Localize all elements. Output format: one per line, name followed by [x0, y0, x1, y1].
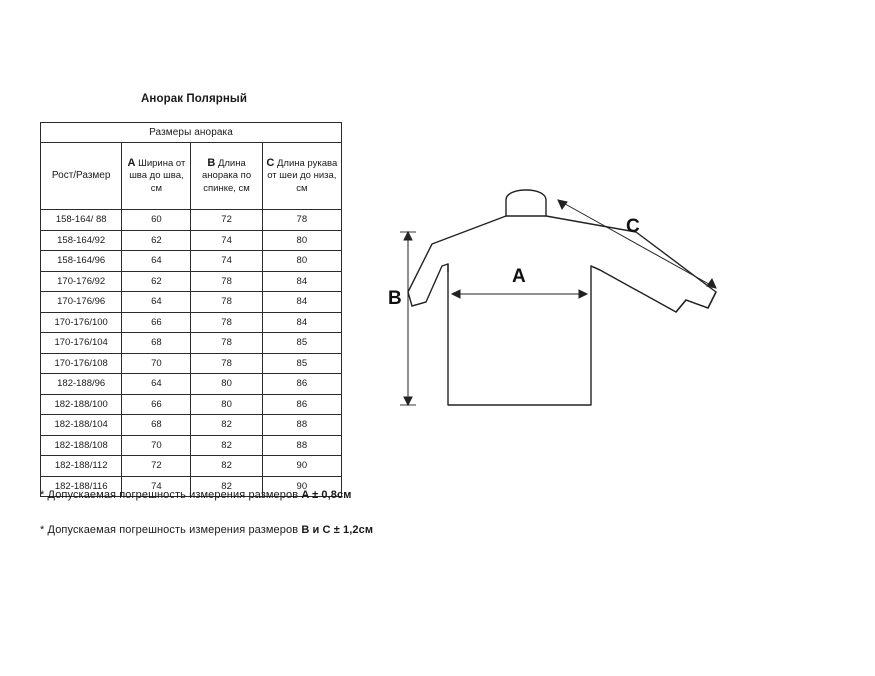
- table-caption-row: [41, 123, 342, 143]
- cell-a: 62: [122, 230, 191, 251]
- cell-a: 64: [122, 292, 191, 313]
- dimension-c-label: C: [626, 216, 640, 237]
- dimension-a-label: A: [512, 266, 526, 287]
- cell-size: 182-188/96: [41, 374, 122, 395]
- cell-a: 60: [122, 210, 191, 231]
- tolerance-note-bc-prefix: * Допускаемая погрешность измерения размеров: [40, 524, 302, 536]
- cell-c: 78: [262, 210, 341, 231]
- size-table: [40, 122, 342, 497]
- table-row: [41, 353, 342, 374]
- table-row: [41, 394, 342, 415]
- header-b-text: Длина анорака по спинке, см: [202, 157, 252, 194]
- table-row: [41, 271, 342, 292]
- right-cuff-band: [686, 300, 708, 308]
- tolerance-note-bc-value: B и C ± 1,2см: [301, 524, 374, 536]
- cell-c: 90: [262, 476, 341, 497]
- body-and-sleeves: [408, 216, 716, 405]
- dimension-b-line: [400, 232, 416, 405]
- tolerance-note-a: [40, 489, 351, 501]
- cell-a: 70: [122, 435, 191, 456]
- table-row: [41, 230, 342, 251]
- cell-a: 68: [122, 415, 191, 436]
- header-c-text: Длина рукава от шеи до низа, см: [267, 157, 338, 194]
- cell-c: 88: [262, 415, 341, 436]
- tolerance-note-a-prefix: * Допускаемая погрешность измерения размеров: [40, 489, 302, 501]
- cell-size: 170-176/100: [41, 312, 122, 333]
- cell-c: 85: [262, 333, 341, 354]
- cell-b: 82: [191, 456, 262, 477]
- cell-b: 78: [191, 353, 262, 374]
- cell-c: 85: [262, 353, 341, 374]
- cell-a: 64: [122, 374, 191, 395]
- cell-size: 170-176/96: [41, 292, 122, 313]
- garment-outline: [408, 190, 716, 405]
- cell-b: 78: [191, 271, 262, 292]
- tolerance-note-bc: [40, 524, 373, 536]
- right-shoulder-seam: [591, 266, 600, 270]
- cell-b: 74: [191, 251, 262, 272]
- header-c-letter: C: [266, 156, 275, 169]
- cell-size: 170-176/92: [41, 271, 122, 292]
- table-row: [41, 435, 342, 456]
- table-header-row: [41, 143, 342, 210]
- cell-c: 88: [262, 435, 341, 456]
- cell-b: 82: [191, 476, 262, 497]
- table-row: [41, 374, 342, 395]
- anorak-diagram-svg: [386, 160, 746, 425]
- cell-b: 72: [191, 210, 262, 231]
- dimension-a-line: [452, 290, 587, 298]
- cell-c: 80: [262, 230, 341, 251]
- header-measure-b: [191, 143, 262, 210]
- table-row: [41, 292, 342, 313]
- cell-a: 70: [122, 353, 191, 374]
- cell-size: 170-176/104: [41, 333, 122, 354]
- cell-c: 84: [262, 292, 341, 313]
- cell-size: 158-164/ 88: [41, 210, 122, 231]
- header-measure-a: [122, 143, 191, 210]
- cell-a: 64: [122, 251, 191, 272]
- cell-c: 86: [262, 374, 341, 395]
- cell-c: 84: [262, 312, 341, 333]
- anorak-diagram: [386, 160, 746, 425]
- cell-size: 158-164/96: [41, 251, 122, 272]
- table-row: [41, 333, 342, 354]
- header-b-letter: B: [207, 156, 216, 169]
- cell-a: 66: [122, 394, 191, 415]
- cell-c: 90: [262, 456, 341, 477]
- header-a-letter: A: [127, 156, 136, 169]
- cell-a: 66: [122, 312, 191, 333]
- cell-a: 72: [122, 456, 191, 477]
- cell-a: 74: [122, 476, 191, 497]
- dimension-c-line: [558, 200, 716, 288]
- dimension-b-label: B: [388, 288, 402, 309]
- right-cuff-edge: [708, 292, 716, 308]
- cell-b: 82: [191, 415, 262, 436]
- cell-size: 182-188/108: [41, 435, 122, 456]
- collar-shape: [506, 190, 546, 216]
- cell-c: 86: [262, 394, 341, 415]
- cell-size: 182-188/116: [41, 476, 122, 497]
- table-row: [41, 312, 342, 333]
- cell-b: 78: [191, 333, 262, 354]
- cell-b: 74: [191, 230, 262, 251]
- table-row: [41, 456, 342, 477]
- cell-size: 182-188/104: [41, 415, 122, 436]
- table-row: [41, 415, 342, 436]
- right-cuff: [676, 300, 686, 312]
- cell-size: 158-164/92: [41, 230, 122, 251]
- table-caption: Размеры анорака: [41, 123, 342, 143]
- cell-a: 62: [122, 271, 191, 292]
- header-size: Рост/Размер: [41, 143, 122, 210]
- table-row: [41, 251, 342, 272]
- header-a-text: Ширина от шва до шва, см: [129, 157, 186, 194]
- cell-b: 82: [191, 435, 262, 456]
- cell-a: 68: [122, 333, 191, 354]
- cell-size: 182-188/100: [41, 394, 122, 415]
- header-measure-c: [262, 143, 341, 210]
- cell-c: 84: [262, 271, 341, 292]
- tolerance-note-a-value: A ± 0,8см: [301, 489, 352, 501]
- cell-b: 80: [191, 394, 262, 415]
- cell-c: 80: [262, 251, 341, 272]
- cell-size: 170-176/108: [41, 353, 122, 374]
- cell-size: 182-188/112: [41, 456, 122, 477]
- cell-b: 78: [191, 292, 262, 313]
- left-cuff: [412, 302, 426, 306]
- table-row: [41, 210, 342, 231]
- cell-b: 80: [191, 374, 262, 395]
- page-title: Анорак Полярный: [141, 93, 248, 105]
- cell-b: 78: [191, 312, 262, 333]
